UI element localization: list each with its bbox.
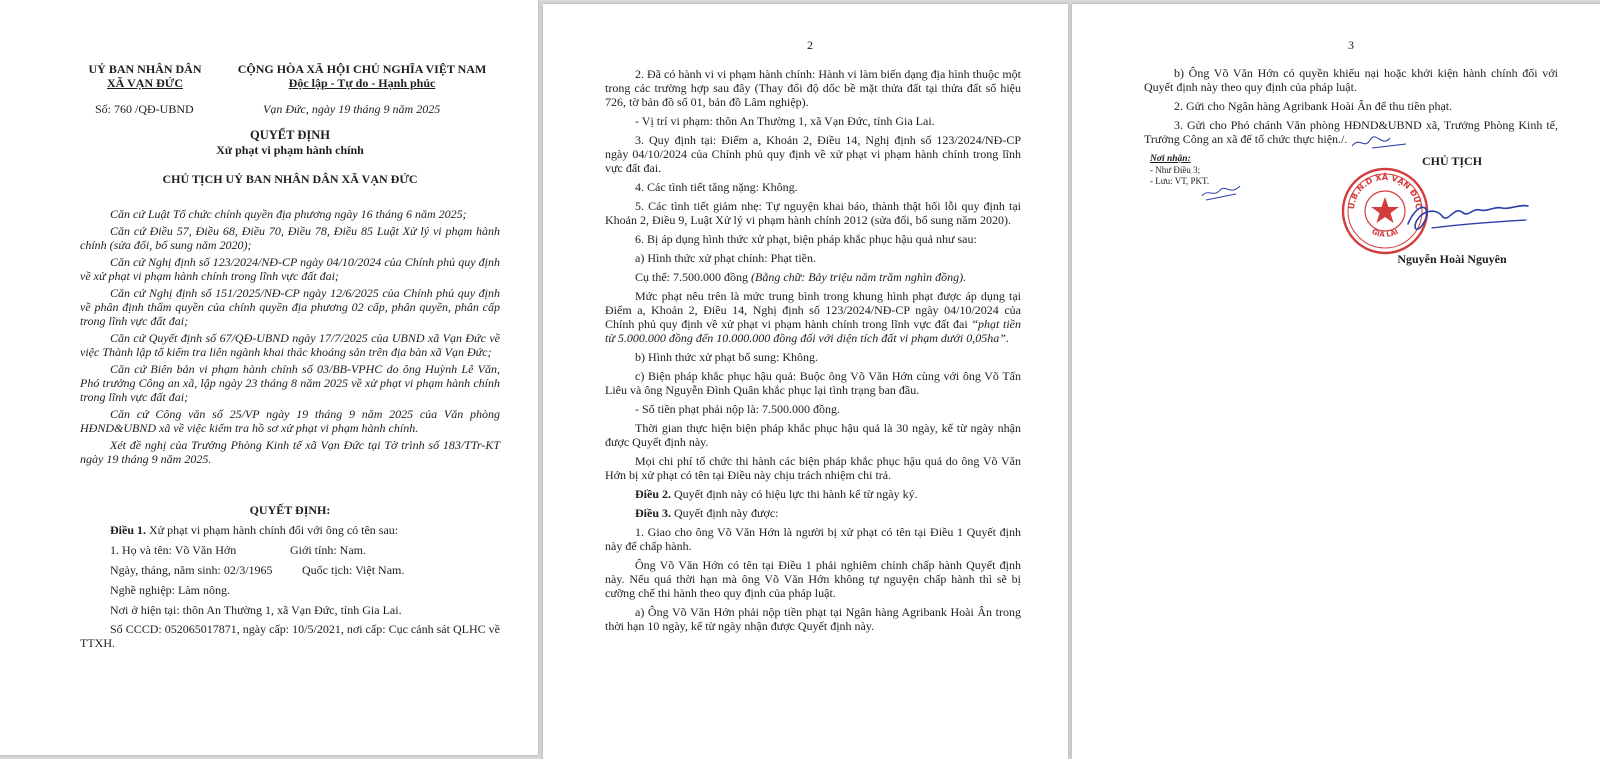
document-title: QUYẾT ĐỊNH [250,128,330,142]
issuing-authority: CHỦ TỊCH UỶ BAN NHÂN DÂN XÃ VẠN ĐỨC [162,172,418,186]
decision-heading: QUYẾT ĐỊNH: [249,503,331,517]
decision-number: Số: 760 /QĐ-UBND [95,102,194,116]
remedy-cost: Mọi chi phí tổ chức thi hành các biện pháp khắc phục hậu quả do ông Võ Văn Hớn bị xử phạt có tên tại Điều này chịu trách nhiệm chi trả. [605,454,1021,482]
article-2-label: Điều 2. [635,487,671,501]
violator-address: Nơi ở hiện tại: thôn An Thường 1, xã Vạn Đức, tỉnh Gia Lai. [110,603,402,617]
basis-item: Căn cứ Nghị định số 123/2024/NĐ-CP ngày 04/10/2024 của Chính phủ quy định về xử phạt vi phạm hành chính trong lĩnh vực đất đai; [80,255,500,283]
article-3-label: Điều 3. [635,506,671,520]
basis-item: Căn cứ Công văn số 25/VP ngày 19 tháng 9 năm 2025 của Văn phòng HĐND&UBND xã về việc kiểm tra hồ sơ xử phạt vi phạm hành chính. [80,407,500,435]
seal-text-top: U.B.N.D XÃ VẠN ĐỨC [1346,172,1424,210]
fine-amount-words: (Bằng chữ: Bảy triệu năm trăm nghìn đồng). [751,270,967,284]
chair-title: CHỦ TỊCH [1421,154,1483,168]
send-to-bank: 2. Gửi cho Ngân hàng Agribank Hoài Ân để thu tiền phạt. [1174,99,1453,113]
document-page-1 [0,0,538,755]
seal-text-bottom: GIA LAI [1370,227,1400,239]
header-left [60,62,230,90]
appeal-right: b) Ông Võ Văn Hớn có quyền khiếu nại hoặc khởi kiện hành chính đối với Quyết định này theo quy định của pháp luật. [1144,66,1558,94]
article-1-text: Xử phạt vi phạm hành chính đối với ông có tên sau: [146,523,399,537]
article-1-label: Điều 1. [110,523,146,537]
applicable-rule: 3. Quy định tại: Điểm a, Khoản 2, Điều 14, Nghị định số 123/2024/NĐ-CP ngày 04/10/2024 của Chính phủ quy định về xử phạt vi phạm hành chính trong lĩnh vực đất đai. [605,133,1021,175]
violator-gender: Giới tính: Nam. [290,543,367,557]
violator-nationality: Quốc tịch: Việt Nam. [302,563,405,577]
sanctions-intro: 6. Bị áp dụng hình thức xử phạt, biện pháp khắc phục hậu quả như sau: [635,232,977,246]
basis-item: Xét đề nghị của Trưởng Phòng Kinh tế xã Vạn Đức tại Tờ trình số 183/TTr-KT ngày 19 tháng 9 năm 2025. [80,438,500,466]
article-2-text: Quyết định này có hiệu lực thi hành kể từ ngày ký. [671,487,918,501]
recipient-item: - Như Điều 3; [1150,165,1201,175]
violation-act: 2. Đã có hành vi vi phạm hành chính: Hành vi làm biến dạng địa hình thuộc một trong các trường hợp sau đây (Thay đổi độ dốc bề mặt thửa đất tại thửa đất số hiệu 726, tờ bản đồ số 01, bản đồ Lâm nghiệp). [605,67,1021,109]
recipients-label: Nơi nhận: [1150,154,1191,164]
article-2 [605,487,1021,501]
fine-level-quote: “phạt tiền từ 5.000.000 đồng đến 10.000.000 đồng đối với diện tích đất vi phạm dưới 0,05ha” [605,317,1021,345]
national-title: CỘNG HÒA XÃ HỘI CHỦ NGHĨA VIỆT NAM [237,62,487,76]
page-number: 2 [807,38,813,52]
svg-text:GIA LAI [1370,228,1399,239]
initial-signature-icon [1350,132,1410,154]
header-right [212,62,512,90]
basis-item: Căn cứ Biên bản vi phạm hành chính số 03/BB-VPHC do ông Huỳnh Lê Văn, Phó trưởng Công an xã, lập ngày 23 tháng 8 năm 2025 về xử phạt vi phạm hành chính trong lĩnh vực đất đai; [80,362,500,404]
basis-item: Căn cứ Luật Tổ chức chính quyền địa phương ngày 16 tháng 6 năm 2025; [110,207,467,221]
fine-level [605,289,1021,345]
chair-signature [1402,194,1532,244]
page-2-body [605,67,1021,638]
violator-job: Nghề nghiệp: Làm nông. [110,583,230,597]
agency-line-1: UỶ BAN NHÂN DÂN [88,62,202,76]
payment-instruction: a) Ông Võ Văn Hớn phải nộp tiền phạt tại Ngân hàng Agribank Hoài Ân trong thời hạn 10 ngày, kể từ ngày nhận được Quyết định này. [605,605,1021,633]
assign-violator: 1. Giao cho ông Võ Văn Hớn là người bị xử phạt có tên tại Điều 1 Quyết định này để chấp hành. [605,525,1021,553]
article-3-text: Quyết định này được: [671,506,779,520]
national-motto: Độc lập - Tự do - Hạnh phúc [288,76,436,90]
article-3 [605,506,1021,520]
article-1 [110,523,510,537]
agency-line-2: XÃ VẠN ĐỨC [107,76,183,90]
fine-amount-figure: Cụ thể: 7.500.000 đồng [635,270,751,284]
fine-level-end: . [1005,331,1009,345]
mitigating-factors: 5. Các tình tiết giảm nhẹ: Tự nguyện khai báo, thành thật hối lỗi quy định tại Khoản 2, Điều 9, Luật Xử lý vi phạm hành chính 2012 (sửa đổi, bổ sung năm 2020). [605,199,1021,227]
fine-amount [605,270,1021,284]
page-number: 3 [1348,38,1354,52]
legal-basis [80,207,500,469]
violator-id-card: Số CCCD: 052065017871, ngày cấp: 10/5/2021, nơi cấp: Cục cảnh sát QLHC về TTXH. [80,622,500,650]
violation-location: - Vị trí vi phạm: thôn An Thường 1, xã Vạn Đức, tỉnh Gia Lai. [635,114,935,128]
main-sanction: a) Hình thức xử phạt chính: Phạt tiền. [635,251,816,265]
document-page-2 [543,4,1068,759]
aggravating-factors: 4. Các tình tiết tăng nặng: Không. [635,180,798,194]
document-page-3 [1072,4,1600,759]
send-to-officials: 3. Gửi cho Phó chánh Văn phòng HĐND&UBND xã, Trưởng Phòng Kinh tế, Trưởng Công an xã để tổ chức thực hiện./. [1144,118,1558,146]
violator-dob: Ngày, tháng, năm sinh: 02/3/1965 [110,563,273,577]
basis-item: Căn cứ Điều 57, Điều 68, Điều 70, Điều 78, Điều 85 Luật Xử lý vi phạm hành chính (sửa đổi, bổ sung năm 2020); [80,224,500,252]
enforcement-note: Ông Võ Văn Hớn có tên tại Điều 1 phải nghiêm chỉnh chấp hành Quyết định này. Nếu quá thời hạn mà ông Võ Văn Hớn không tự nguyện chấp hành thì sẽ bị cưỡng chế thi hành theo quy định của pháp luật. [605,558,1021,600]
fine-level-text: Mức phạt nêu trên là mức trung bình trong khung hình phạt được áp dụng tại Điểm a, Khoản 2, Điều 14, Nghị định số 123/2024/NĐ-CP ngày 04/10/2024 của Chính phủ quy định về xử phạt vi phạm hành chính trong lĩnh vực đất đai [605,289,1021,331]
remedial-measure: c) Biện pháp khắc phục hậu quả: Buộc ông Võ Văn Hớn cùng với ông Võ Tấn Liêu và ông Nguyễn Đình Quân khắc phục lại tình trạng ban đầu. [605,369,1021,397]
signature-icon [1402,194,1532,244]
total-fine: - Số tiền phạt phải nộp là: 7.500.000 đồng. [635,402,840,416]
signer-name: Nguyễn Hoài Nguyên [1397,252,1507,266]
basis-item: Căn cứ Nghị định số 151/2025/NĐ-CP ngày 12/6/2025 của Chính phủ quy định về phân định thẩm quyền của chính quyền địa phương 02 cấp, phân quyền, phân cấp trong lĩnh vực đất đai; [80,286,500,328]
additional-sanction: b) Hình thức xử phạt bổ sung: Không. [635,350,818,364]
initial-signature-icon [1200,182,1242,202]
document-subtitle: Xử phạt vi phạm hành chính [216,143,364,157]
violator-name: 1. Họ và tên: Võ Văn Hớn [110,543,237,557]
basis-item: Căn cứ Quyết định số 67/QĐ-UBND ngày 17/7/2025 của UBND xã Vạn Đức về việc Thành lập tổ kiểm tra liên ngành khai thác khoáng sản trên địa bàn xã Vạn Đức; [80,331,500,359]
place-date: Vạn Đức, ngày 19 tháng 9 năm 2025 [263,102,441,116]
recipient-item: - Lưu: VT, PKT. [1150,176,1210,186]
remedy-deadline: Thời gian thực hiện biện pháp khắc phục hậu quả là 30 ngày, kể từ ngày nhận được Quyết định này. [605,421,1021,449]
